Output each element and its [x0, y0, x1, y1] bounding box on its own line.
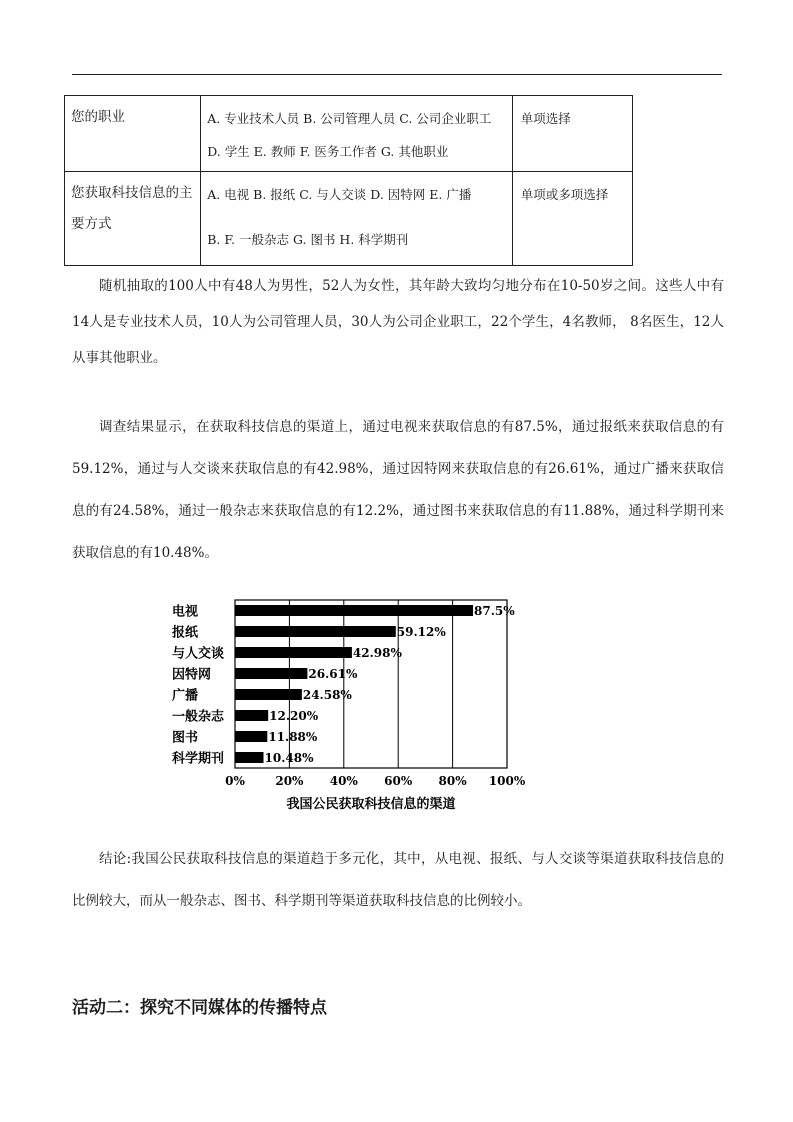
answer-type-cell: 单项或多项选择	[512, 172, 632, 266]
bar	[235, 626, 396, 637]
x-tick-label: 100%	[488, 774, 526, 788]
question-cell: 您的职业	[65, 96, 201, 172]
section-heading: 活动二：探究不同媒体的传播特点	[72, 998, 327, 1018]
survey-table	[64, 95, 633, 266]
bar	[235, 668, 307, 679]
data-label: 87.5%	[474, 604, 515, 618]
x-tick-label: 60%	[384, 774, 413, 788]
option-line: D. 学生 E. 教师 F. 医务工作者 G. 其他职业	[207, 144, 449, 159]
paragraph-sample: 随机抽取的100人中有48人为男性，52人为女性，其年龄大致均匀地分布在10-50岁之间。这些人中有14人是专业技术人员，10人为公司管理人员，30人为公司企业职工，22个学生，4名教师， 8名医生，12人从事其他职业。	[72, 278, 724, 366]
y-tick-label: 广播	[172, 688, 199, 704]
x-tick-label: 80%	[438, 774, 467, 788]
data-label: 59.12%	[396, 625, 446, 639]
data-label: 12.20%	[269, 709, 319, 723]
bar	[235, 647, 352, 658]
paragraph-results: 调查结果显示，在获取科技信息的渠道上，通过电视来获取信息的有87.5%，通过报纸来获取信息的有59.12%，通过与人交谈来获取信息的有42.98%，通过因特网来获取信息的有26.61%，通过广播来获取信息的有24.58%，通过一般杂志来获取信息的有12.2%，通过图书来获取信息的有11.88%，通过科学期刊来获取信息的有10.48%。	[72, 419, 724, 561]
data-label: 11.88%	[268, 730, 318, 744]
x-tick-label: 40%	[329, 774, 358, 788]
bar	[235, 710, 268, 721]
bar	[235, 752, 264, 763]
channel-bar-chart	[160, 590, 540, 820]
question-cell: 您获取科技信息的主要方式	[65, 172, 201, 266]
y-tick-label: 一般杂志	[172, 709, 225, 725]
y-tick-label: 科学期刊	[172, 751, 225, 767]
header-rule	[72, 74, 722, 75]
x-tick-label: 20%	[275, 774, 304, 788]
data-label: 42.98%	[352, 646, 402, 660]
bar	[235, 605, 473, 616]
options-cell	[201, 96, 513, 172]
data-label: 24.58%	[302, 688, 352, 702]
options-cell	[201, 172, 513, 266]
table-row	[65, 172, 633, 266]
option-line: A. 专业技术人员 B. 公司管理人员 C. 公司企业职工	[207, 111, 492, 126]
chart-title: 我国公民获取科技信息的渠道	[286, 797, 456, 812]
y-tick-label: 报纸	[172, 625, 199, 641]
y-tick-label: 电视	[172, 604, 199, 620]
paragraph-conclusion: 结论:我国公民获取科技信息的渠道趋于多元化，其中，从电视、报纸、与人交谈等渠道获取科技信息的比例较大，而从一般杂志、图书、科学期刊等渠道获取科技信息的比例较小。	[72, 851, 724, 909]
y-tick-label: 图书	[172, 730, 199, 746]
x-tick-label: 0%	[225, 774, 245, 788]
data-label: 26.61%	[308, 667, 358, 681]
y-tick-label: 与人交谈	[172, 646, 225, 662]
option-line: B. F. 一般杂志 G. 图书 H. 科学期刊	[207, 232, 409, 247]
table-row	[65, 96, 633, 172]
y-tick-label: 因特网	[172, 667, 212, 683]
data-label: 10.48%	[264, 751, 314, 765]
bar	[235, 731, 267, 742]
option-line: A. 电视 B. 报纸 C. 与人交谈 D. 因特网 E. 广播	[207, 187, 472, 202]
bar	[235, 689, 302, 700]
answer-type-cell: 单项选择	[512, 96, 632, 172]
